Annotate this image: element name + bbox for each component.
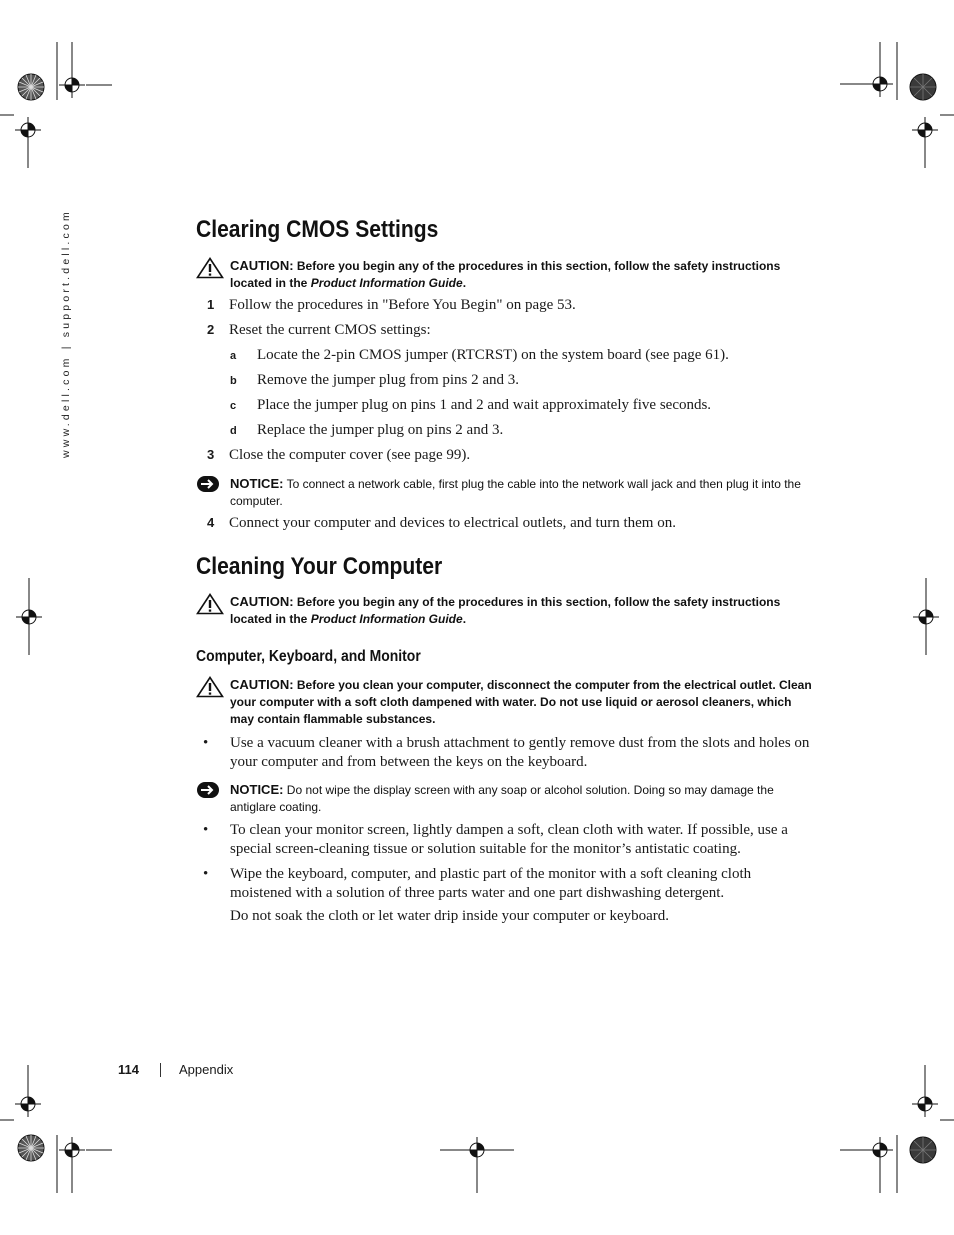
caution-text: Before you begin any of the procedures in this section, follow the safety instructions located in the [230, 259, 781, 290]
caution-text: Before you clean your computer, disconnect the computer from the electrical outlet. Clean your computer with a soft cloth dampened with water. Do not use liquid or aerosol cleaners, which may contain flammable substances. [230, 678, 812, 726]
notice-text: Do not wipe the display screen with any soap or alcohol solution. Doing so may damage the antiglare coating. [230, 783, 774, 814]
step-1 [207, 297, 576, 314]
notice-label: NOTICE: [230, 476, 284, 491]
caution-note [196, 676, 816, 728]
caution-triangle-icon [196, 257, 224, 279]
list-item-text: Use a vacuum cleaner with a brush attachment to gently remove dust from the slots and holes on your computer and from between the keys on the keyboard. [230, 735, 810, 770]
sidebar-url: www.dell.com | support.dell.com [60, 209, 72, 458]
substep-text: Locate the 2-pin CMOS jumper (RTCRST) on the system board (see page 61). [257, 347, 729, 363]
caution-text-end: . [462, 276, 467, 290]
step-3 [207, 447, 470, 464]
substep-text: Replace the jumper plug on pins 2 and 3. [257, 422, 504, 438]
substep-d [230, 422, 503, 439]
notice-note [196, 475, 816, 510]
step-2 [207, 322, 431, 339]
notice-arrow-icon [196, 781, 222, 799]
footer-section: Appendix [179, 1062, 234, 1077]
caution-note [196, 257, 816, 292]
substep-letter: c [230, 400, 237, 412]
bullet-icon: • [203, 735, 209, 751]
caution-guide-name: Product Information Guide [310, 612, 463, 626]
substep-letter: d [230, 425, 237, 437]
section-title-cleaning: Cleaning Your Computer [196, 553, 443, 580]
caution-label: CAUTION: [230, 677, 294, 692]
substep-letter: a [230, 350, 237, 362]
substep-b [230, 372, 519, 389]
substep-text: Place the jumper plug on pins 1 and 2 and wait approximately five seconds. [257, 397, 712, 413]
caution-triangle-icon [196, 593, 224, 615]
step-text: Reset the current CMOS settings: [229, 322, 431, 338]
substep-text: Remove the jumper plug from pins 2 and 3. [257, 372, 520, 388]
step-number: 4 [207, 515, 215, 530]
step-text: Connect your computer and devices to electrical outlets, and turn them on. [229, 515, 676, 531]
step-4 [207, 515, 676, 532]
section-title-clearing-cmos: Clearing CMOS Settings [196, 216, 439, 243]
paragraph: Do not soak the cloth or let water drip inside your computer or keyboard. [230, 908, 670, 924]
step-number: 2 [207, 322, 215, 337]
step-text: Close the computer cover (see page 99). [229, 447, 471, 463]
notice-arrow-icon [196, 475, 222, 493]
footer-divider [160, 1063, 161, 1077]
notice-note [196, 781, 816, 816]
list-item-text: To clean your monitor screen, lightly dampen a soft, clean cloth with water. If possible, use a special screen-cleaning tissue or solution suitable for the monitor’s antistatic coating. [230, 822, 788, 857]
list-item [203, 734, 815, 772]
page-number: 114 [118, 1062, 139, 1077]
caution-note [196, 593, 816, 628]
caution-guide-name: Product Information Guide [310, 276, 463, 290]
notice-label: NOTICE: [230, 782, 284, 797]
caution-text: Before you begin any of the procedures in this section, follow the safety instructions located in the [230, 595, 781, 626]
substep-letter: b [230, 375, 237, 387]
step-text: Follow the procedures in "Before You Begin" on page 53. [229, 297, 576, 313]
caution-text-end: . [462, 612, 467, 626]
caution-label: CAUTION: [230, 258, 294, 273]
bullet-icon: • [203, 866, 209, 882]
list-item [203, 865, 815, 903]
step-number: 1 [207, 297, 215, 312]
substep-a [230, 347, 729, 364]
step-number: 3 [207, 447, 215, 462]
bullet-icon: • [203, 822, 209, 838]
list-item-text: Wipe the keyboard, computer, and plastic part of the monitor with a soft cleaning cloth moistened with a solution of three parts water and one part dishwashing detergent. [230, 866, 752, 901]
caution-triangle-icon [196, 676, 224, 698]
caution-label: CAUTION: [230, 594, 294, 609]
notice-text: To connect a network cable, first plug the cable into the network wall jack and then plug it into the computer. [230, 477, 801, 508]
subsection-title: Computer, Keyboard, and Monitor [196, 648, 421, 665]
substep-c [230, 397, 711, 414]
list-item [203, 821, 815, 859]
